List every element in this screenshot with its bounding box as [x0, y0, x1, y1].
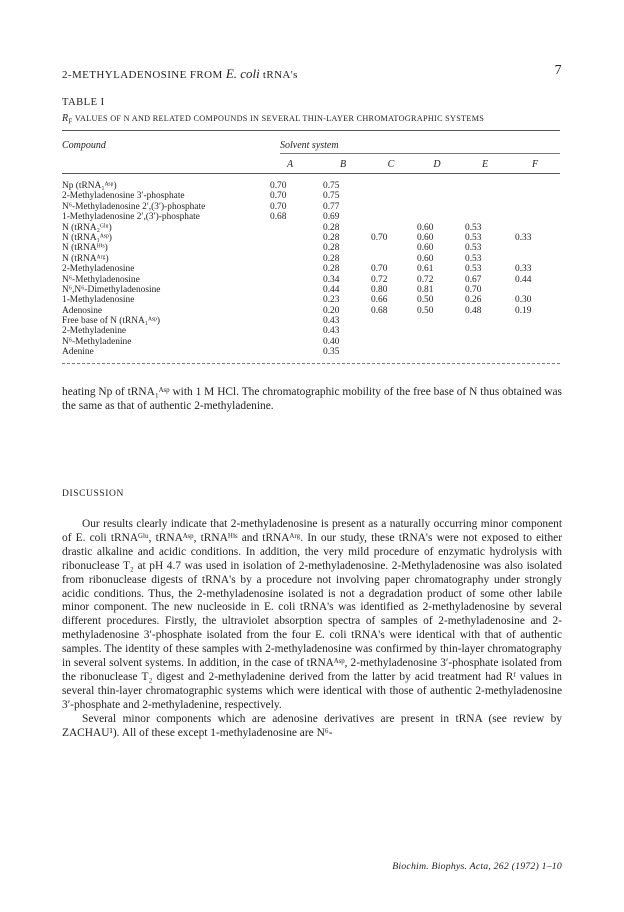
table-row — [62, 337, 560, 347]
journal-citation-footer: Biochim. Biophys. Acta, 262 (1972) 1–10 — [392, 861, 562, 872]
solvent-column-b: B — [339, 159, 347, 170]
rf-value-c: 0.70 — [371, 232, 388, 243]
compound-name: 2-Methyladenosine — [62, 264, 135, 275]
compound-column-header: Compound — [62, 140, 106, 151]
caption-rf-subscript: F — [68, 117, 73, 126]
rf-value-b: 0.28 — [323, 264, 340, 275]
rf-value-b: 0.77 — [323, 201, 340, 212]
table-row — [62, 275, 560, 285]
compound-name: N (tRNA₂ᴳˡᵘ) — [62, 222, 112, 233]
paragraph-1: heating Np of tRNA₁ᴬˢᵖ with 1 M HCl. The chromatographic mobility of the free base of N thus obtained was the same as that of authentic 2-methyladenine. — [62, 386, 562, 412]
rf-value-d: 0.50 — [417, 305, 434, 316]
rf-value-d: 0.81 — [417, 284, 434, 295]
table-label: TABLE I — [62, 97, 105, 108]
running-title-italic: E. coli — [225, 66, 260, 81]
rf-value-b: 0.43 — [323, 316, 340, 327]
compound-name: N⁶-Methyladenosine — [62, 274, 140, 285]
discussion-heading: DISCUSSION — [62, 489, 124, 499]
compound-name: Adenine — [62, 347, 94, 358]
caption-rf-symbol: R — [62, 113, 69, 124]
rf-value-e: 0.26 — [465, 295, 482, 306]
rf-value-d: 0.60 — [417, 243, 434, 254]
rf-value-b: 0.28 — [323, 243, 340, 254]
compound-name: N (tRNAᴬʳᵍ) — [62, 253, 109, 264]
caption-text: VALUES OF N AND RELATED COMPOUNDS IN SEVERAL THIN-LAYER CHROMATOGRAPHIC SYSTEMS — [72, 114, 485, 123]
rf-value-f: 0.19 — [515, 305, 532, 316]
rf-value-e: 0.67 — [465, 274, 482, 285]
rf-value-b: 0.28 — [323, 222, 340, 233]
compound-name: Adenosine — [62, 305, 103, 316]
rf-value-a: 0.68 — [270, 212, 287, 223]
rf-value-e: 0.53 — [465, 243, 482, 254]
solvent-header-rule — [280, 153, 560, 154]
compound-name: N⁶-Methyladenine — [62, 336, 132, 347]
table-row — [62, 285, 560, 295]
compound-name: 2-Methyladenine — [62, 326, 127, 337]
rf-value-e: 0.53 — [465, 232, 482, 243]
table-row — [62, 264, 560, 274]
rf-value-a: 0.70 — [270, 191, 287, 202]
rf-value-b: 0.28 — [323, 253, 340, 264]
page-number: 7 — [554, 63, 562, 78]
rf-value-b: 0.43 — [323, 326, 340, 337]
solvent-column-a: A — [286, 159, 294, 170]
rf-value-d: 0.50 — [417, 295, 434, 306]
rf-value-c: 0.68 — [371, 305, 388, 316]
solvent-column-f: F — [531, 159, 539, 170]
rf-value-d: 0.61 — [417, 264, 434, 275]
table-row — [62, 233, 560, 243]
rf-value-d: 0.60 — [417, 222, 434, 233]
rf-value-b: 0.75 — [323, 191, 340, 202]
rf-value-f: 0.30 — [515, 295, 532, 306]
rf-value-e: 0.70 — [465, 284, 482, 295]
running-title — [62, 66, 298, 82]
rf-value-e: 0.53 — [465, 222, 482, 233]
table-row — [62, 212, 560, 222]
table-body — [62, 181, 560, 358]
compound-name: 1-Methyladenosine — [62, 295, 135, 306]
paragraph-2: Our results clearly indicate that 2-methyladenosine is present as a naturally occurring minor component of E. coli tRNAᴳˡᵘ, tRNAᴬˢᵖ, tRNAᴴⁱˢ and tRNAᴬʳᵍ. In our study, these tRNA's were not exposed to either drastic alkaline and acidic conditions. In addition, the very mild procedure of enzymatic hydrolysis with ribonuclease T₂ at pH 4.7 was used in isolation of 2-methyladenosine. 2-Methyladenosine was also isolated from ribonuclease digests of tRNA's by a procedure not involving paper chromatography under strongly acidic conditions. Thus, the 2-methyladenosine isolated is not a degradation product of some other labile minor component. The new nucleoside in E. coli tRNA's was identified as 2-methyladenosine by several different procedures. Firstly, the ultraviolet absorption spectra of samples of 2-methyladenosine and 2-methyladenosine 3′-phosphate isolated from the four E. coli tRNA's were identical with that of authentic samples. The identity of these samples with 2-methyladenosine was confirmed by thin-layer chromatography in several solvent systems. In addition, in the case of tRNAᴬˢᵖ, 2-methyladenosine 3′-phosphate isolated from the ribonuclease T₂ digest and 2-methyladenine derived from the latter by acid treatment had Rᶠ values in several thin-layer chromatographic systems which were identical with those of authentic 2-methyladenosine 3′-phosphate and 2-methyladenine, respectively. — [62, 518, 562, 711]
compound-name: N (tRNA₁ᴬˢᵖ) — [62, 232, 112, 243]
running-header — [62, 64, 562, 82]
rf-value-f: 0.33 — [515, 232, 532, 243]
rf-value-f: 0.44 — [515, 274, 532, 285]
solvent-column-e: E — [481, 159, 489, 170]
rf-value-b: 0.28 — [323, 232, 340, 243]
compound-name: 1-Methyladenosine 2′,(3′)-phosphate — [62, 212, 200, 223]
compound-name: N (tRNAᴴⁱˢ) — [62, 243, 108, 254]
rf-value-d: 0.60 — [417, 232, 434, 243]
table-bottom-rule — [62, 363, 560, 364]
table-top-rule — [62, 130, 560, 131]
table-header-rule — [62, 173, 560, 174]
compound-name: Np (tRNA₁ᴬˢᵖ) — [62, 181, 117, 191]
paragraph-3: Several minor components which are adenosine derivatives are present in tRNA (see review by ZACHAU¹). All of these except 1-methyladenosine are N⁶- — [62, 712, 562, 739]
table-row — [62, 326, 560, 336]
table-row — [62, 223, 560, 233]
paragraph-continuation — [62, 386, 562, 414]
table-row — [62, 347, 560, 357]
rf-value-e: 0.53 — [465, 253, 482, 264]
rf-value-c: 0.80 — [371, 284, 388, 295]
compound-name: 2-Methyladenosine 3′-phosphate — [62, 191, 185, 202]
rf-value-c: 0.72 — [371, 274, 388, 285]
rf-value-c: 0.66 — [371, 295, 388, 306]
rf-value-e: 0.53 — [465, 264, 482, 275]
table-row — [62, 254, 560, 264]
table-row — [62, 295, 560, 305]
compound-name: Free base of N (tRNA₁ᴬˢᵖ) — [62, 316, 161, 327]
running-title-suffix: tRNA's — [259, 69, 298, 81]
table-caption — [62, 113, 484, 126]
rf-value-b: 0.69 — [323, 212, 340, 223]
rf-value-a: 0.70 — [270, 201, 287, 212]
rf-value-c: 0.70 — [371, 264, 388, 275]
compound-name: N⁶-Methyladenosine 2′,(3′)-phosphate — [62, 201, 206, 212]
rf-value-a: 0.70 — [270, 181, 287, 191]
running-title-prefix: 2-METHYLADENOSINE FROM — [62, 69, 226, 81]
rf-value-b: 0.35 — [323, 347, 340, 358]
table-row — [62, 181, 560, 191]
solvent-column-d: D — [433, 159, 441, 170]
rf-value-b: 0.23 — [323, 295, 340, 306]
table-row — [62, 191, 560, 201]
rf-value-b: 0.34 — [323, 274, 340, 285]
table-row — [62, 243, 560, 253]
rf-value-e: 0.48 — [465, 305, 482, 316]
table-row — [62, 202, 560, 212]
compound-name: N⁶,N⁶-Dimethyladenosine — [62, 284, 161, 295]
discussion-body — [62, 518, 562, 741]
rf-value-d: 0.60 — [417, 253, 434, 264]
rf-value-b: 0.44 — [323, 284, 340, 295]
rf-value-b: 0.75 — [323, 181, 340, 191]
rf-value-b: 0.40 — [323, 336, 340, 347]
solvent-column-c: C — [387, 159, 395, 170]
solvent-system-header: Solvent system — [280, 140, 339, 151]
rf-value-b: 0.20 — [323, 305, 340, 316]
rf-value-d: 0.72 — [417, 274, 434, 285]
table-row — [62, 316, 560, 326]
table-row — [62, 306, 560, 316]
rf-value-f: 0.33 — [515, 264, 532, 275]
